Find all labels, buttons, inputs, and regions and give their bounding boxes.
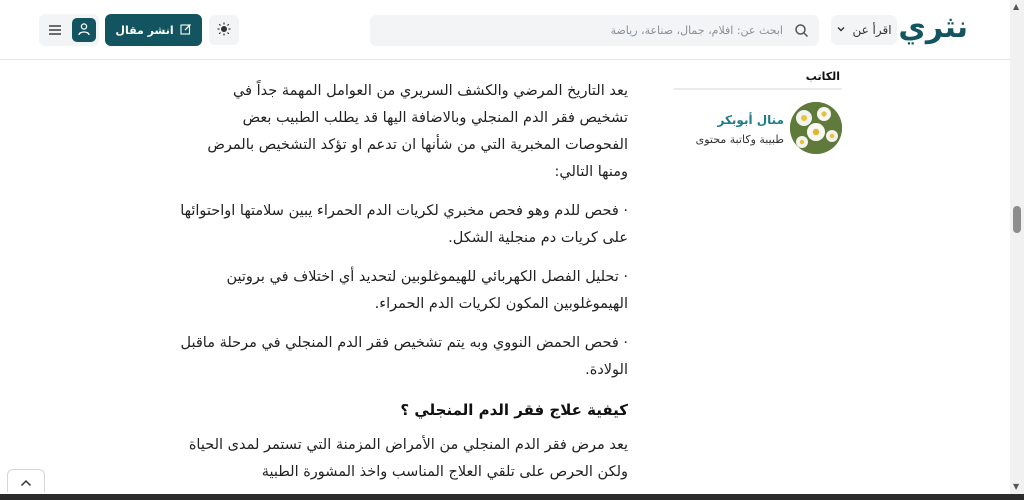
vertical-scrollbar[interactable]	[1010, 0, 1024, 500]
author-section-heading: الكاتب	[674, 70, 842, 90]
article-body	[180, 78, 628, 498]
publish-label: انشر مقال	[115, 23, 174, 37]
author-bio: طبيبة وكاتبة محتوى	[695, 133, 784, 146]
search-input[interactable]: ابحث عن: افلام، جمال، صناعة، رياضة	[610, 24, 783, 37]
read-about-dropdown[interactable]	[831, 15, 897, 45]
theme-toggle-button[interactable]	[209, 15, 239, 45]
sun-icon	[217, 21, 231, 40]
edit-icon	[180, 23, 192, 38]
article-list-item: · تحليل الفصل الكهربائي للهيموغلوبين لتحديد أي اختلاف في بروتين الهيموغلوبين المكون لكريات الدم الحمراء.	[226, 269, 628, 312]
article-paragraph: يعد مرض فقر الدم المنجلي من الأمراض المزمنة التي تستمر لمدى الحياة ولكن الحرص على تلقي العلاج المناسب واخذ المشورة الطبية	[188, 437, 628, 480]
user-menu-group	[39, 14, 99, 46]
publish-article-button[interactable]	[105, 14, 202, 46]
author-name[interactable]: منال أبوبكر	[717, 113, 784, 127]
article-paragraph: يعد التاريخ المرضي والكشف السريري من العوامل المهمة جداً في تشخيص فقر الدم المنجلي وبالاضافة اليها قد يطلب الطبيب بعض الفحوصات المخبرية التي من شأنها ان تدعم او تؤكد التشخيص بالمرض ومنها التالي:	[207, 83, 628, 180]
scroll-down-arrow[interactable]: ▼	[1013, 482, 1020, 491]
search-icon	[794, 23, 809, 38]
user-icon	[77, 21, 91, 40]
scrollbar-thumb[interactable]	[1013, 206, 1021, 233]
site-logo[interactable]: نثري	[898, 10, 968, 45]
back-to-top-button[interactable]	[7, 469, 45, 492]
chevron-down-icon	[836, 24, 846, 37]
top-header	[0, 0, 1010, 60]
section-heading: كيفية علاج فقر الدم المنجلي ؟	[400, 401, 628, 419]
taskbar-edge	[0, 494, 1024, 500]
article-list-item: · فحص للدم وهو فحص مخبري لكريات الدم الحمراء يبين سلامتها اواحتوائها على كريات دم منجلية الشكل.	[180, 203, 628, 246]
chevron-up-icon	[20, 472, 32, 491]
read-about-label: اقرأ عن	[852, 23, 892, 37]
article-list-item: · فحص الحمض النووي وبه يتم تشخيص فقر الدم المنجلي في مرحلة ماقبل الولادة.	[180, 335, 628, 378]
search-bar[interactable]	[370, 15, 819, 46]
scroll-up-arrow[interactable]: ▲	[1013, 2, 1020, 11]
menu-icon[interactable]	[47, 22, 63, 38]
author-avatar[interactable]	[790, 102, 842, 154]
user-account-button[interactable]	[72, 18, 96, 42]
